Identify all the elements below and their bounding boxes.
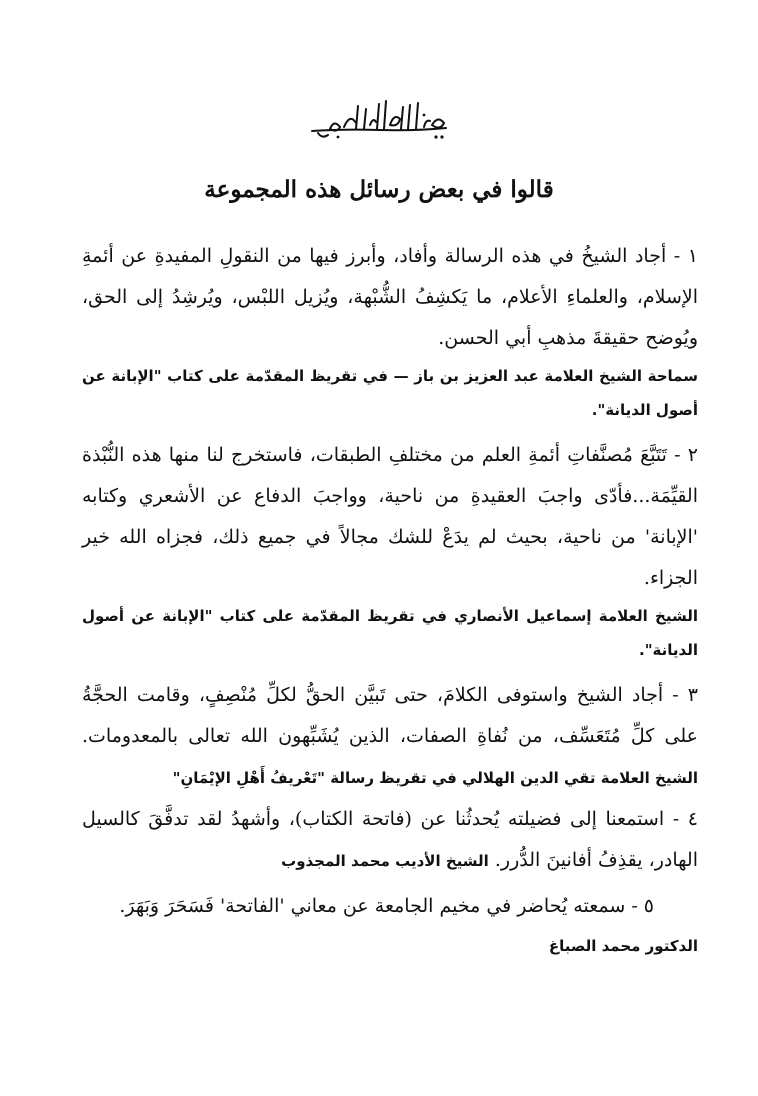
quote-3-attribution: الشيخ العلامة تقي الدين الهلالي في تقريظ رسالة "تَعْريفُ أَهْلِ الإيْمَانِ" xyxy=(172,769,698,787)
quote-3-text: ٣ - أجاد الشيخ واستوفى الكلامَ، حتى تَبيَّن الحقُّ لكلِّ مُنْصِفٍ، وقامت الحجَّةُ على كلِّ مُتَعَسِّف، من نُفاةِ الصفات، الذين يُشَبِّهون الله تعالى بالمعدومات. xyxy=(82,684,698,747)
basmala-calligraphy xyxy=(0,95,758,141)
quote-5-attribution: الدكتور محمد الصباغ xyxy=(548,937,698,955)
quote-1-text: ١ - أجاد الشيخُ في هذه الرسالة وأفاد، وأبرز فيها من النقولِ المفيدةِ عن أئمةِ الإسلام، والعلماءِ الأعلام، ما يَكشِفُ الشُّبْهة، ويُزيل اللبْس، ويُرشِدُ إلى الحق، ويُوضح حقيقةَ مذهبِ أبي الحسن. xyxy=(82,245,698,349)
quotes-section xyxy=(82,236,698,971)
quote-5-text: ٥ - سمعته يُحاضر في مخيم الجامعة عن معاني 'الفاتحة' فَسَحَرَ وَبَهَرَ. xyxy=(119,895,654,917)
page-title: قالوا في بعض رسائل هذه المجموعة xyxy=(204,176,554,203)
quote-2-text: ٢ - تَتَبَّعَ مُصنَّفاتِ أئمةِ العلم من مختلفِ الطبقات، فاستخرج لنا منها هذه النُّبْذة القيِّمَة...فأدّى واجبَ العقيدةِ من ناحية، وواجبَ الدفاع عن الأشعري وكتابه 'الإبانة' من ناحية، بحيث لم يدَعْ للشك مجالاً في جميع ذلك، فجزاه الله خير الجزاء. xyxy=(82,444,698,589)
quote-3-paragraph xyxy=(82,675,698,799)
quote-4-paragraph xyxy=(82,799,698,882)
quote-1-attribution: سماحة الشيخ العلامة عبد العزيز بن باز — في تقريظ المقدّمة على كتاب "الإبانة عن أصول الديانة". xyxy=(82,367,698,419)
quote-2-attribution: الشيخ العلامة إسماعيل الأنصاري في تقريظ المقدّمة على كتاب "الإبانة عن أصول الديانة". xyxy=(82,607,698,659)
basmala-text: بسم الله الرحمن الرحيم xyxy=(373,125,385,126)
quote-4-text: ٤ - استمعنا إلى فضيلته يُحدثُنا عن (فاتحة الكتاب)، وأشهدُ لقد تدفَّقَ كالسيل الهادر، يقذِفُ أفانينَ الدُّرر. xyxy=(82,808,698,871)
quote-4-attribution: الشيخ الأديب محمد المجذوب xyxy=(281,852,489,870)
